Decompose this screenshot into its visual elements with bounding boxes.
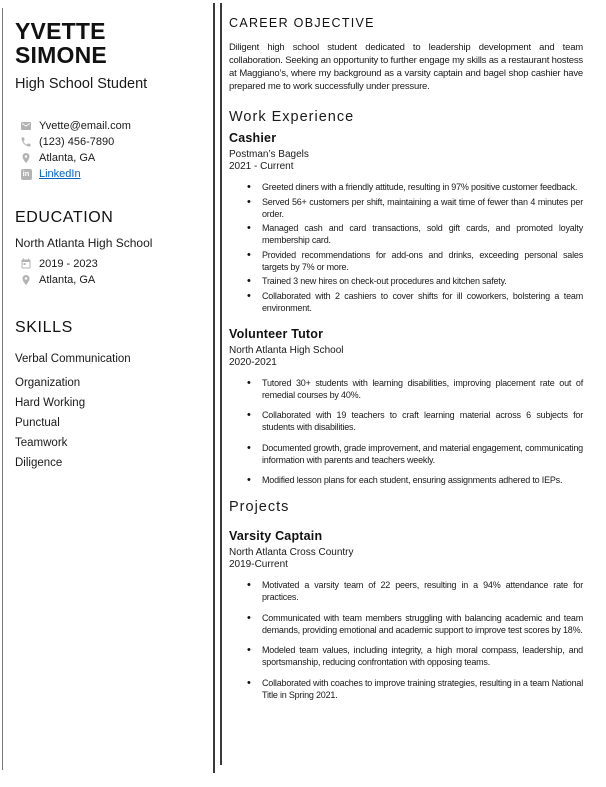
bullet-item: • Modified lesson plans for each student, ensuring assignments adhered to IEPs. bbox=[229, 474, 583, 486]
education-details bbox=[15, 256, 203, 288]
bullet-item: • Collaborated with 2 cashiers to cover shifts for ill coworkers, bolstering a team environment. bbox=[229, 290, 583, 314]
column-divider-line-1 bbox=[213, 3, 215, 773]
candidate-name: YVETTE SIMONE bbox=[15, 18, 107, 68]
phone-text: (123) 456-7890 bbox=[39, 136, 115, 148]
education-heading: EDUCATION bbox=[15, 209, 114, 226]
entry-org-dates bbox=[229, 149, 583, 173]
contact-row-phone bbox=[20, 134, 203, 150]
contact-row-linkedin bbox=[20, 166, 203, 182]
phone-icon bbox=[20, 136, 32, 148]
bullet-list bbox=[229, 579, 583, 701]
skill-item: Verbal Communication bbox=[15, 353, 131, 365]
bullet-item: • Communicated with team members struggling with balancing academic and team demands, providing emotional and academic support to improve test scores by 18%. bbox=[229, 612, 583, 636]
left-edge-rule bbox=[2, 8, 3, 770]
education-location: Atlanta, GA bbox=[39, 274, 96, 286]
entry-dates: 2021 - Current bbox=[229, 161, 294, 172]
bullet-item: • Collaborated with 19 teachers to craft learning material across 6 subjects for students with disabilities. bbox=[229, 409, 583, 433]
entry-dates: 2019-Current bbox=[229, 559, 288, 570]
entry-org: North Atlanta Cross Country bbox=[229, 547, 354, 558]
skill-item: Teamwork bbox=[15, 437, 68, 449]
education-location-row bbox=[20, 272, 203, 288]
entry-role: Varsity Captain bbox=[229, 529, 323, 543]
career-objective-text: Diligent high school student dedicated to leadership development and team collaboration. Seeking an opportunity to further engage my skills as a restaurant hostess at Maggiano’s, where my background as a varsity captain and bagel shop cashier have prepared me to work successfully under pressure. bbox=[229, 42, 583, 92]
column-divider-line-2 bbox=[220, 3, 222, 765]
education-dates: 2019 - 2023 bbox=[39, 258, 98, 270]
entry-org: Postman’s Bagels bbox=[229, 149, 309, 160]
envelope-icon bbox=[20, 120, 32, 132]
main-column bbox=[229, 0, 583, 709]
bullet-item: • Modeled team values, including integrity, a high moral compass, leadership, and sportsmanship, reducing confrontation with opposing teams. bbox=[229, 644, 583, 668]
bullet-item: • Trained 3 new hires on check-out procedures and kitchen safety. bbox=[229, 275, 583, 287]
section-heading-work-experience: Work Experience bbox=[229, 109, 355, 125]
bullet-item: • Served 56+ customers per shift, maintaining a wait time of fewer than 4 minutes per order. bbox=[229, 196, 583, 220]
entry-org: North Atlanta High School bbox=[229, 344, 344, 356]
sidebar bbox=[15, 0, 203, 476]
location-pin-icon bbox=[20, 152, 32, 164]
bullet-list bbox=[229, 181, 583, 314]
linkedin-icon: in bbox=[20, 168, 32, 180]
bullet-item: • Provided recommendations for add-ons and drinks, exceeding personal sales targets by 7% or more. bbox=[229, 249, 583, 273]
skills-list bbox=[15, 352, 203, 470]
email-text: Yvette@email.com bbox=[39, 120, 131, 132]
bullet-item: • Collaborated with coaches to improve training strategies, resulting in a team National Title in Spring 2021. bbox=[229, 677, 583, 701]
location-text: Atlanta, GA bbox=[39, 152, 96, 164]
skill-item: Punctual bbox=[15, 417, 60, 429]
bullet-item: • Documented growth, grade improvement, and material engagement, communicating information with parents and teachers weekly. bbox=[229, 442, 583, 466]
bullet-item: • Greeted diners with a friendly attitude, resulting in 97% positive customer feedback. bbox=[229, 181, 583, 193]
linkedin-link[interactable]: LinkedIn bbox=[39, 168, 81, 180]
bullet-item: • Motivated a varsity team of 22 peers, resulting in a 94% attendance rate for practices. bbox=[229, 579, 583, 603]
section-heading-projects: Projects bbox=[229, 499, 290, 515]
entry-org-dates bbox=[229, 547, 583, 571]
skills-heading: SKILLS bbox=[15, 319, 73, 336]
contact-list bbox=[15, 118, 203, 182]
skill-item: Diligence bbox=[15, 457, 63, 469]
bullet-list bbox=[229, 377, 583, 487]
contact-row-location bbox=[20, 150, 203, 166]
contact-row-email bbox=[20, 118, 203, 134]
entry-role: Cashier bbox=[229, 131, 277, 145]
bullet-item: • Tutored 30+ students with learning disabilities, improving placement rate out of remedial courses by 40%. bbox=[229, 377, 583, 401]
calendar-icon bbox=[20, 258, 32, 270]
skill-item: Hard Working bbox=[15, 397, 86, 409]
entry-role: Volunteer Tutor bbox=[229, 326, 324, 341]
entry-dates: 2020-2021 bbox=[229, 356, 277, 368]
skill-item: Organization bbox=[15, 377, 81, 389]
education-school: North Atlanta High School bbox=[15, 236, 153, 250]
entry-org-dates bbox=[229, 345, 583, 369]
location-pin-icon bbox=[20, 274, 32, 286]
bullet-item: • Managed cash and card transactions, sold gift cards, and promoted loyalty membership card. bbox=[229, 222, 583, 246]
career-objective-heading: CAREER OBJECTIVE bbox=[229, 16, 375, 30]
candidate-job-title: High School Student bbox=[15, 76, 148, 92]
education-dates-row bbox=[20, 256, 203, 272]
